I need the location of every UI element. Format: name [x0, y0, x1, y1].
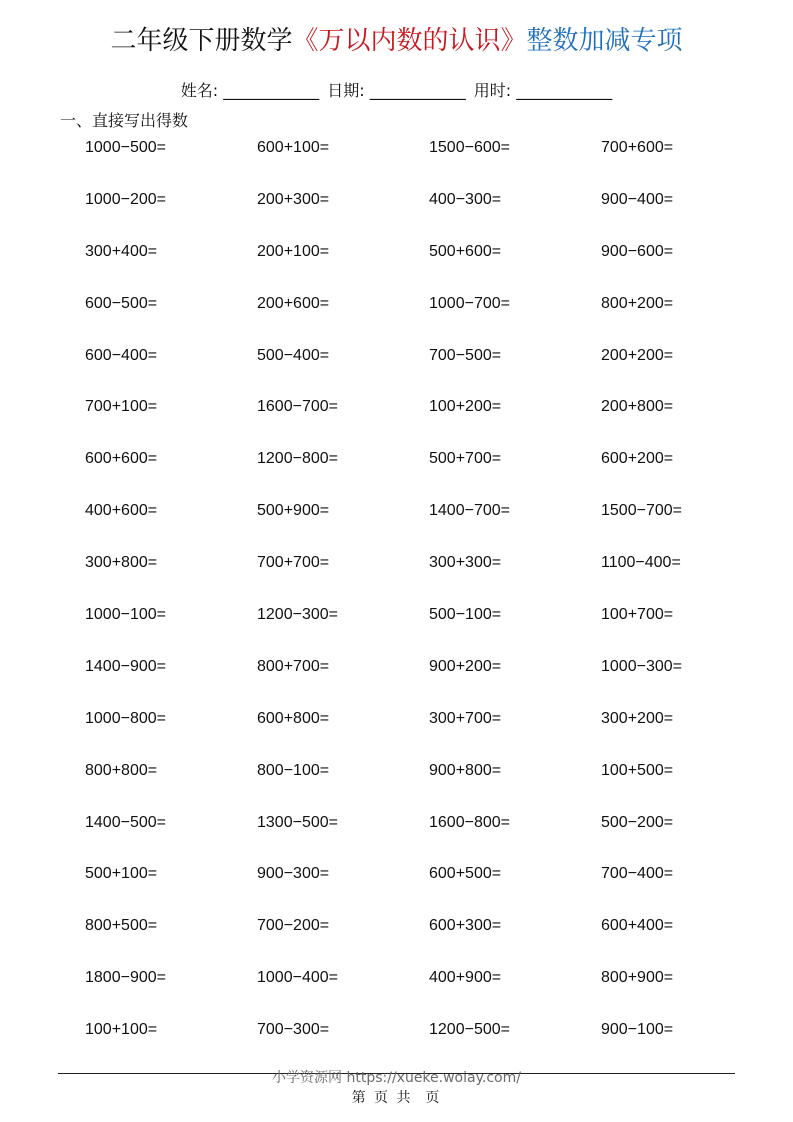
problem-item: 700−500=: [429, 346, 502, 364]
problem-item: 600+500=: [429, 865, 502, 883]
problem-item: 400+900=: [429, 969, 502, 987]
problem-item: 500−200=: [601, 813, 674, 831]
problem-item: 600+200=: [601, 450, 674, 468]
problem-item: 400−300=: [429, 190, 502, 208]
page-title: [0, 24, 793, 58]
problem-item: 800+200=: [601, 294, 674, 312]
problem-item: 800+700=: [257, 657, 330, 675]
problem-item: 200+100=: [257, 242, 330, 260]
problem-item: 600−500=: [85, 294, 158, 312]
problem-item: 1300−500=: [257, 813, 338, 831]
problem-item: 600−400=: [85, 346, 158, 364]
watermark: 小学资源网 https://xueke.woiay.com/: [272, 1070, 521, 1086]
problem-item: 500+600=: [429, 242, 502, 260]
problem-item: 500+100=: [85, 865, 158, 883]
problem-item: 1400−500=: [85, 813, 166, 831]
problem-item: 500+700=: [429, 450, 502, 468]
problem-item: 1000−800=: [85, 709, 166, 727]
problem-item: 700−400=: [601, 865, 674, 883]
problem-item: 1200−300=: [257, 606, 338, 624]
problem-item: 500+900=: [257, 502, 330, 520]
problem-item: 100+100=: [85, 1021, 158, 1039]
problem-item: 300+800=: [85, 554, 158, 572]
problem-item: 600+600=: [85, 450, 158, 468]
student-info-line: [0, 80, 793, 102]
problem-item: 900−100=: [601, 1021, 674, 1039]
problem-item: 300+400=: [85, 242, 158, 260]
problem-item: 1000−200=: [85, 190, 166, 208]
problem-item: 1500−600=: [429, 139, 510, 156]
problem-item: 100+200=: [429, 398, 502, 416]
problem-item: 700−200=: [257, 917, 330, 935]
problem-item: 900−600=: [601, 242, 674, 260]
problem-item: 500−100=: [429, 606, 502, 624]
problem-item: 1500−700=: [601, 502, 682, 520]
page-number: 第 页 共 页: [351, 1090, 442, 1106]
title-topic: 整数加减专项: [526, 26, 683, 56]
problem-item: 1000−500=: [85, 139, 166, 156]
problem-item: 300+200=: [601, 709, 674, 727]
problem-item: 1600−800=: [429, 813, 510, 831]
problem-item: 1000−100=: [85, 606, 166, 624]
problem-item: 600+100=: [257, 139, 330, 156]
problem-item: 900+200=: [429, 657, 502, 675]
problem-item: 700−300=: [257, 1021, 330, 1039]
problem-item: 900−400=: [601, 190, 674, 208]
problem-item: 900+800=: [429, 761, 502, 779]
problem-item: 600+800=: [257, 709, 330, 727]
time-field: 用时: ____________: [473, 81, 613, 100]
problem-item: 200+800=: [601, 398, 674, 416]
problem-item: 800+800=: [85, 761, 158, 779]
title-grade: 二年级下册数学: [110, 26, 293, 56]
problem-item: 1200−500=: [429, 1021, 510, 1039]
problem-item: 400+600=: [85, 502, 158, 520]
date-field: 日期: ____________: [327, 81, 466, 100]
problem-item: 200+600=: [257, 294, 330, 312]
problem-item: 1400−700=: [429, 502, 510, 520]
section-heading: 一、直接写出得数: [60, 111, 189, 130]
problem-item: 1000−700=: [429, 294, 510, 312]
problem-item: 800+500=: [85, 917, 158, 935]
problem-item: 800−100=: [257, 761, 330, 779]
problem-item: 200+200=: [601, 346, 674, 364]
problem-item: 800+900=: [601, 969, 674, 987]
problem-item: 200+300=: [257, 190, 330, 208]
title-unit: 《万以内数的认识》: [292, 26, 527, 56]
problem-item: 1400−900=: [85, 657, 166, 675]
problem-item: 1000−400=: [257, 969, 338, 987]
problem-item: 500−400=: [257, 346, 330, 364]
problem-item: 1200−800=: [257, 450, 338, 468]
problem-item: 1600−700=: [257, 398, 338, 416]
problem-item: 300+300=: [429, 554, 502, 572]
problem-item: 1100−400=: [601, 554, 681, 572]
problem-item: 300+700=: [429, 709, 502, 727]
problem-item: 900−300=: [257, 865, 330, 883]
problem-item: 700+700=: [257, 554, 330, 572]
problem-item: 1000−300=: [601, 657, 682, 675]
problem-item: 700+100=: [85, 398, 158, 416]
problem-item: 600+300=: [429, 917, 502, 935]
name-field: 姓名: ____________: [180, 81, 320, 100]
problem-item: 100+700=: [601, 606, 674, 624]
problem-item: 700+600=: [601, 139, 674, 156]
problem-item: 100+500=: [601, 761, 674, 779]
problem-item: 600+400=: [601, 917, 674, 935]
problem-grid: [85, 136, 773, 1070]
problem-item: 1800−900=: [85, 969, 166, 987]
